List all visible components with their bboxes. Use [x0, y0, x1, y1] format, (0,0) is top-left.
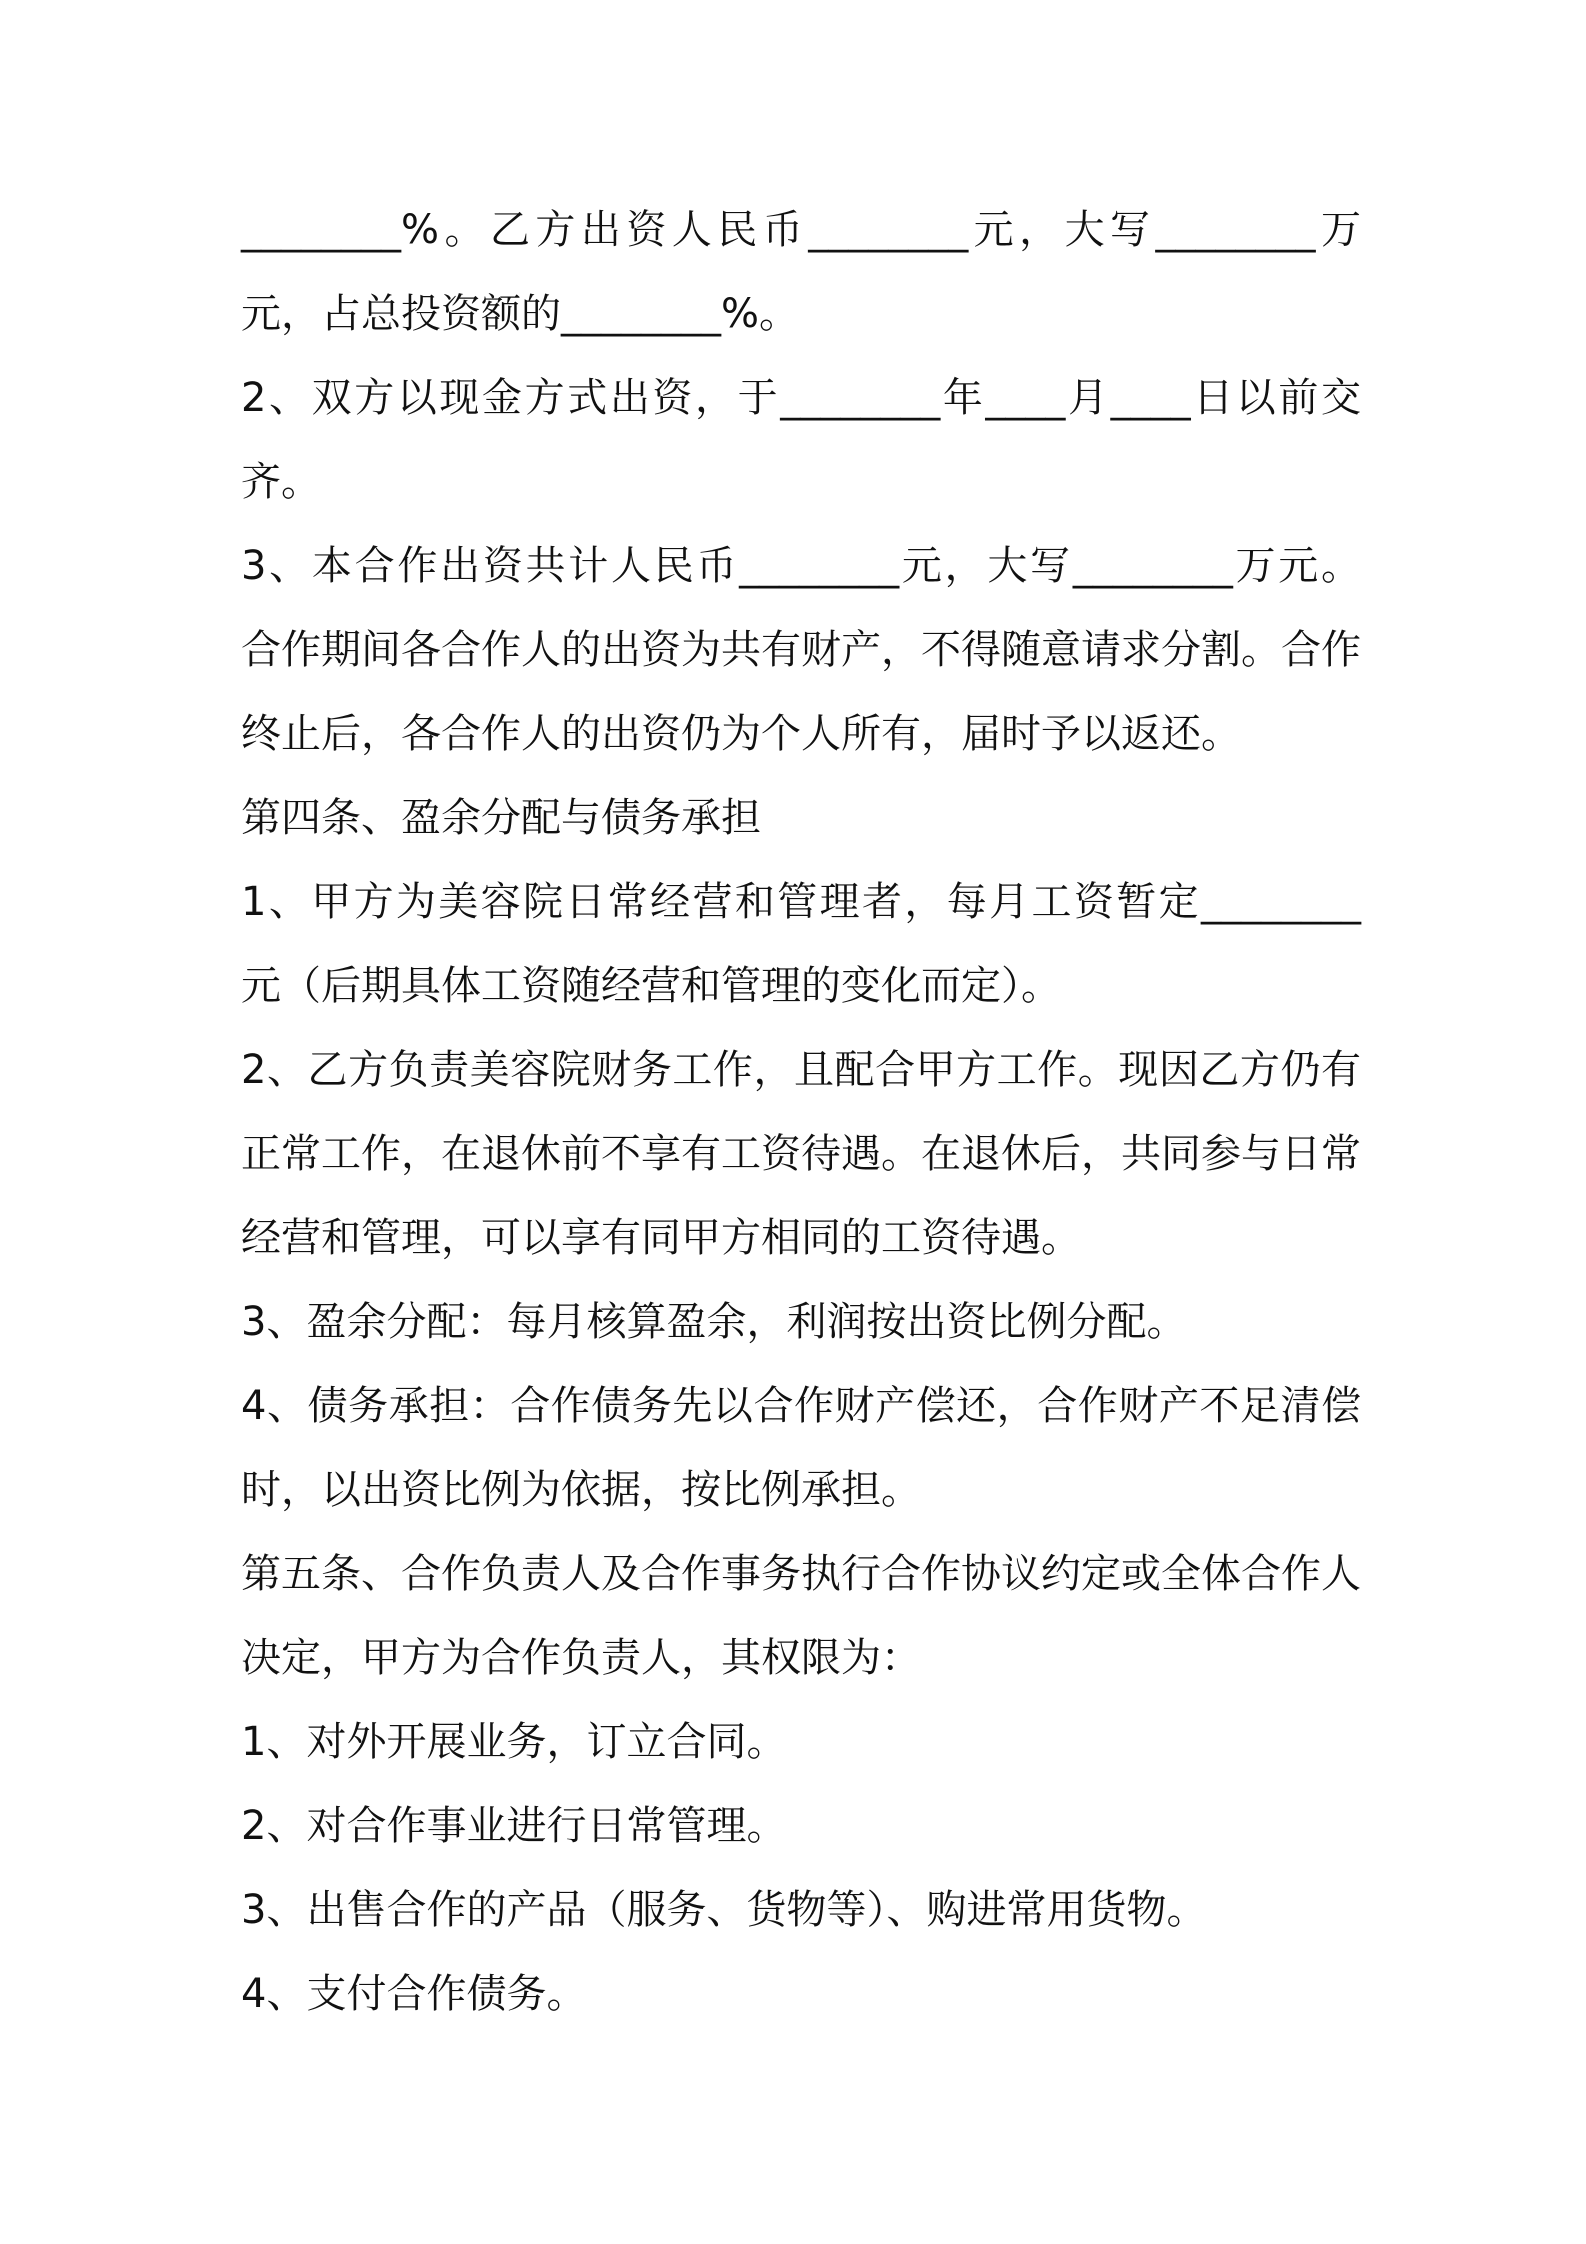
text-line: 时，以出资比例为依据，按比例承担。 [241, 1467, 921, 1513]
text-line: 合作期间各合作人的出资为共有财产，不得随意请求分割。合作 [241, 627, 1361, 673]
text-line: 元（后期具体工资随经营和管理的变化而定）。 [241, 963, 1061, 1009]
list-item: 4、支付合作债务。 [241, 1971, 587, 2017]
text-line: 齐。 [241, 459, 321, 505]
text-line: 终止后，各合作人的出资仍为个人所有，届时予以返还。 [241, 711, 1241, 757]
text-line: 2、乙方负责美容院财务工作，且配合甲方工作。现因乙方仍有 [241, 1047, 1361, 1093]
text-line: 正常工作，在退休前不享有工资待遇。在退休后，共同参与日常 [241, 1131, 1361, 1177]
list-item: 3、出售合作的产品（服务、货物等）、购进常用货物。 [241, 1887, 1207, 1933]
section-heading: 第五条、合作负责人及合作事务执行合作协议约定或全体合作人 [241, 1551, 1361, 1597]
text-line: 元，占总投资额的________%。 [241, 291, 800, 337]
text-line: 2、双方以现金方式出资，于________年____月____日以前交 [241, 375, 1361, 421]
list-item: 1、对外开展业务，订立合同。 [241, 1719, 787, 1765]
text-line: 4、债务承担：合作债务先以合作财产偿还，合作财产不足清偿 [241, 1383, 1361, 1429]
list-item: 2、对合作事业进行日常管理。 [241, 1803, 787, 1849]
text-line: 3、本合作出资共计人民币________元，大写________万元。 [241, 543, 1361, 589]
text-line: 决定，甲方为合作负责人，其权限为： [241, 1635, 921, 1681]
section-heading: 第四条、盈余分配与债务承担 [241, 795, 761, 841]
text-line: 1、甲方为美容院日常经营和管理者，每月工资暂定________ [241, 879, 1361, 925]
text-line: 3、盈余分配：每月核算盈余，利润按出资比例分配。 [241, 1299, 1187, 1345]
text-line: 经营和管理，可以享有同甲方相同的工资待遇。 [241, 1215, 1081, 1261]
document-page [241, 198, 1361, 2046]
text-line: ________%。乙方出资人民币________元，大写________万 [241, 207, 1361, 253]
